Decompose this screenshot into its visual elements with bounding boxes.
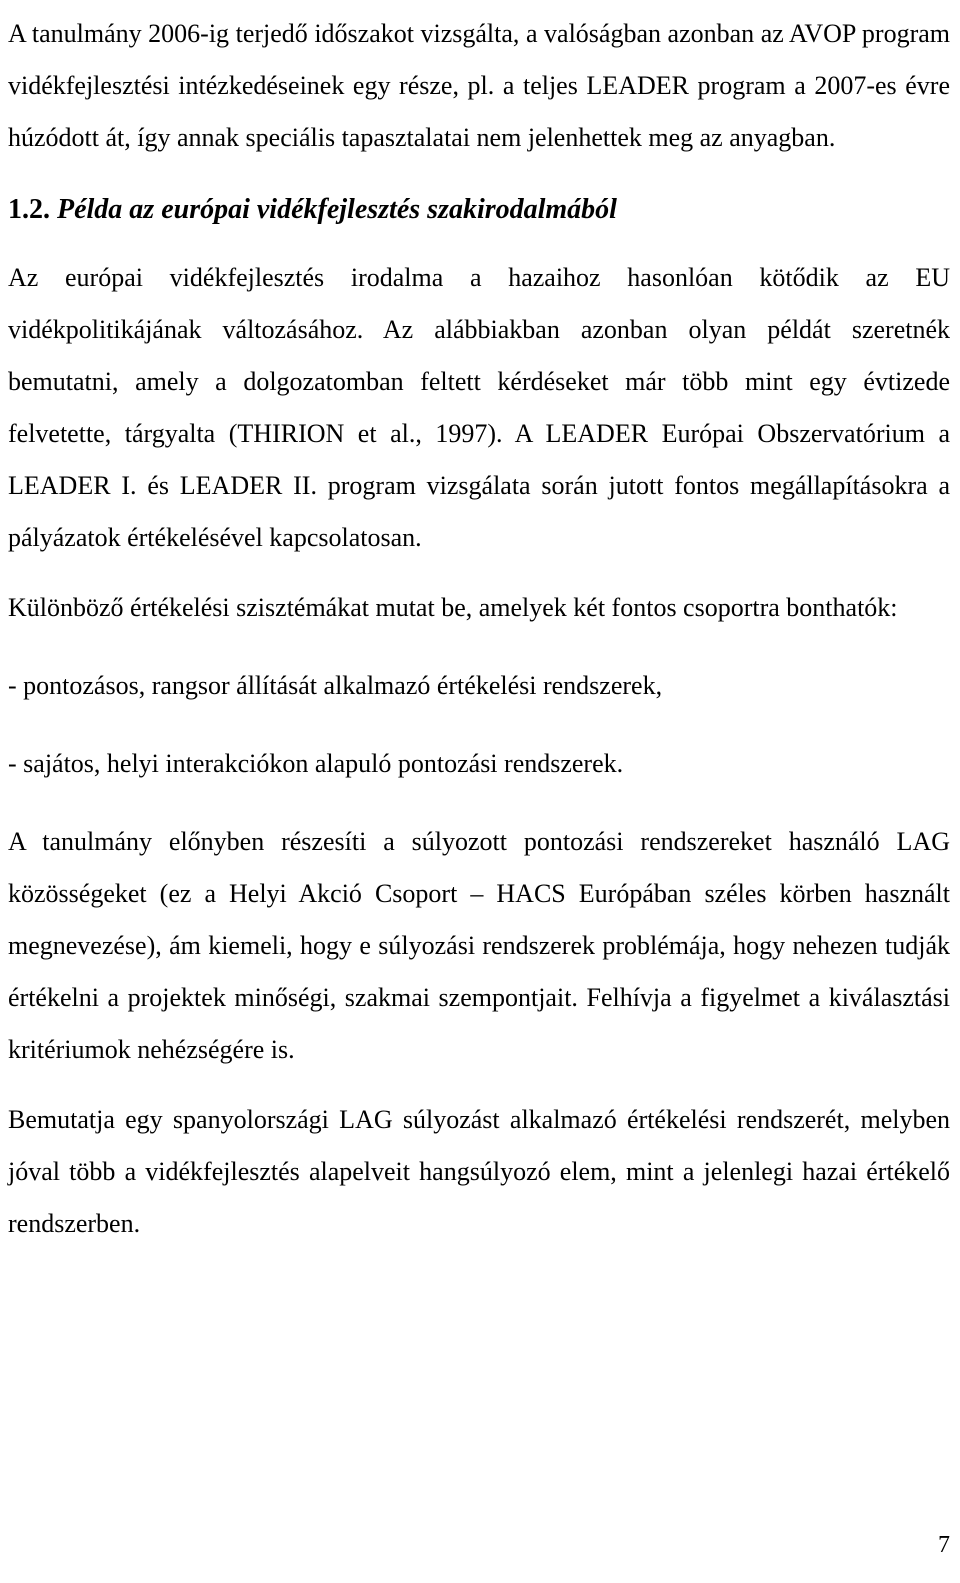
body-paragraph-2: Különböző értékelési szisztémákat mutat be, amelyek két fontos csoportra bonthatók: <box>8 593 898 622</box>
body-paragraph-4: Bemutatja egy spanyolországi LAG súlyozást alkalmazó értékelési rendszerét, melyben jóval több a vidékfejlesztés alapelveit hangsúlyozó elem, mint a jelenlegi hazai értékelő rendszerben. <box>8 1105 950 1238</box>
body-paragraph-3: A tanulmány előnyben részesíti a súlyozott pontozási rendszereket használó LAG közösségeket (ez a Helyi Akció Csoport – HACS Európában széles körben használt megnevezése), ám kiemeli, hogy e súlyozási rendszerek problémája, hogy nehezen tudják értékelni a projektek minőségi, szakmai szempontjait. Felhívja a figyelmet a kiválasztási kritériumok nehézségére is. <box>8 827 950 1064</box>
body-paragraph-1: Az európai vidékfejlesztés irodalma a hazaihoz hasonlóan kötődik az EU vidékpolitikájának változásához. Az alábbiakban azonban olyan példát szeretnék bemutatni, amely a dolgozatomban feltett kérdéseket már több mint egy évtizede felvetette, tárgyalta (THIRION et al., 1997). A LEADER Európai Obszervatórium a LEADER I. és LEADER II. program vizsgálata során jutott fontos megállapításokra a pályázatok értékelésével kapcsolatosan. <box>8 263 950 552</box>
intro-paragraph: A tanulmány 2006-ig terjedő időszakot vizsgálta, a valóságban azonban az AVOP program vidékfejlesztési intézkedéseinek egy része, pl. a teljes LEADER program a 2007-es évre húzódott át, így annak speciális tapasztalatai nem jelenhettek meg az anyagban. <box>8 19 950 152</box>
section-heading <box>8 190 950 230</box>
section-title: Példa az európai vidékfejlesztés szakirodalmából <box>57 194 617 225</box>
section-number: 1.2. <box>8 194 50 225</box>
list-item-2: - sajátos, helyi interakciókon alapuló pontozási rendszerek. <box>8 749 624 778</box>
page-number: 7 <box>938 1532 950 1558</box>
list-item-1: - pontozásos, rangsor állítását alkalmazó értékelési rendszerek, <box>8 671 663 700</box>
document-page <box>8 0 950 1250</box>
